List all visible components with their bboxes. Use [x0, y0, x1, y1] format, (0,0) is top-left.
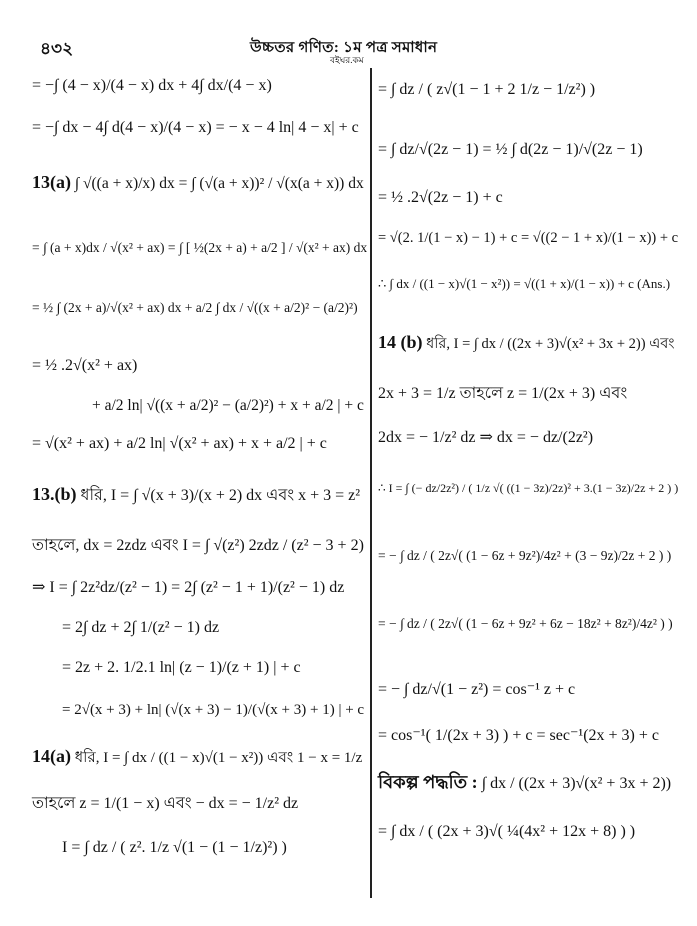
method-label: বিকল্প পদ্ধতি : [378, 772, 478, 792]
equation-line: = −∫ dx − 4∫ d(4 − x)/(4 − x) = − x − 4 ln| 4 − x| + c [32, 119, 359, 136]
equation-line: তাহলে, dx = 2zdz এবং I = ∫ √(z²) 2zdz / (z² − 3 + 2) [32, 537, 364, 554]
equation-line: 2dx = − 1/z² dz ⇒ dx = − dz/(2z²) [378, 429, 594, 446]
equation-line: = ½ .2√(x² + ax) [32, 357, 138, 374]
equation-line: = −∫ (4 − x)/(4 − x) dx + 4∫ dx/(4 − x) [32, 77, 272, 94]
equation-line: = 2z + 2. 1/2.1 ln| (z − 1)/(z + 1) | + c [62, 659, 301, 676]
problem-13b-statement: 13.(b) ধরি, I = ∫ √(x + 3)/(x + 2) dx এবং x + 3 = z² [32, 484, 361, 504]
equation-line: + a/2 ln| √((x + a/2)² − (a/2)²) + x + a/2 | + c [92, 397, 364, 414]
equation-line: = − ∫ dz / ( 2z√( (1 − 6z + 9z²)/4z² + (3 − 9z)/2z + 2 ) ) [378, 548, 672, 563]
problem-14a-statement: 14(a) ধরি, I = ∫ dx / ((1 − x)√(1 − x²)) এবং 1 − x = 1/z [32, 746, 363, 766]
alternative-method-statement: বিকল্প পদ্ধতি : ∫ dx / ((2x + 3)√(x² + 3x + 2)) [378, 772, 672, 792]
equation-line: = ∫ dx / ( (2x + 3)√( ¼(4x² + 12x + 8) ) ) [378, 823, 636, 840]
problem-14b-statement: 14 (b) ধরি, I = ∫ dx / ((2x + 3)√(x² + 3x + 2)) এবং [378, 332, 675, 352]
problem-label: 14(a) [32, 746, 71, 766]
watermark-text: বইঘর.কম [330, 55, 364, 65]
equation-line: = ∫ (a + x)dx / √(x² + ax) = ∫ [ ½(2x + a) + a/2 ] / √(x² + ax) dx [32, 240, 368, 255]
page-number: ৪৩২ [40, 39, 74, 58]
equation-line: = ∫ dz/√(2z − 1) = ½ ∫ d(2z − 1)/√(2z − 1) [378, 141, 643, 158]
equation-line: ∴ I = ∫ (− dz/2z²) / ( 1/z √( ((1 − 3z)/2z)² + 3.(1 − 3z)/2z + 2 ) ) [378, 481, 679, 495]
equation-line: = √(2. 1/(1 − x) − 1) + c = √((2 − 1 + x)/(1 − x)) + c [378, 230, 679, 246]
equation-line: তাহলে z = 1/(1 − x) এবং − dx = − 1/z² dz [32, 795, 299, 812]
column-divider [370, 68, 372, 898]
equation-line: = 2∫ dz + 2∫ 1/(z² − 1) dz [62, 619, 220, 636]
equation-line: = − ∫ dz / ( 2z√( (1 − 6z + 9z² + 6z − 18z² + 8z²)/4z² ) ) [378, 616, 673, 631]
equation-line: ⇒ I = ∫ 2z²dz/(z² − 1) = 2∫ (z² − 1 + 1)/(z² − 1) dz [32, 579, 345, 596]
problem-13a-statement: 13(a) ∫ √((a + x)/x) dx = ∫ (√(a + x))² / √(x(a + x)) dx [32, 172, 364, 192]
equation-line: I = ∫ dz / ( z². 1/z √(1 − (1 − 1/z)²) ) [62, 839, 287, 856]
equation-line: 2x + 3 = 1/z তাহলে z = 1/(2x + 3) এবং [378, 385, 628, 402]
equation-line: = − ∫ dz/√(1 − z²) = cos⁻¹ z + c [378, 681, 576, 698]
equation-line: = ½ ∫ (2x + a)/√(x² + ax) dx + a/2 ∫ dx / √((x + a/2)² − (a/2)²) [32, 300, 358, 315]
problem-label: 13.(b) [32, 484, 77, 504]
page-header-title: উচ্চতর গণিত: ১ম পত্র সমাধান [250, 40, 438, 56]
equation-line: = 2√(x + 3) + ln| (√(x + 3) − 1)/(√(x + 3) + 1) | + c [62, 702, 365, 718]
equation-line: ∴ ∫ dx / ((1 − x)√(1 − x²)) = √((1 + x)/(1 − x)) + c (Ans.) [378, 276, 671, 291]
equation-line: = cos⁻¹( 1/(2x + 3) ) + c = sec⁻¹(2x + 3) + c [378, 727, 659, 744]
equation-line: = √(x² + ax) + a/2 ln| √(x² + ax) + x + a/2 | + c [32, 435, 327, 452]
problem-label: 13(a) [32, 172, 71, 192]
equation-line: = ∫ dz / ( z√(1 − 1 + 2 1/z − 1/z²) ) [378, 81, 596, 98]
problem-label: 14 (b) [378, 332, 423, 352]
equation-line: = ½ .2√(2z − 1) + c [378, 189, 503, 206]
